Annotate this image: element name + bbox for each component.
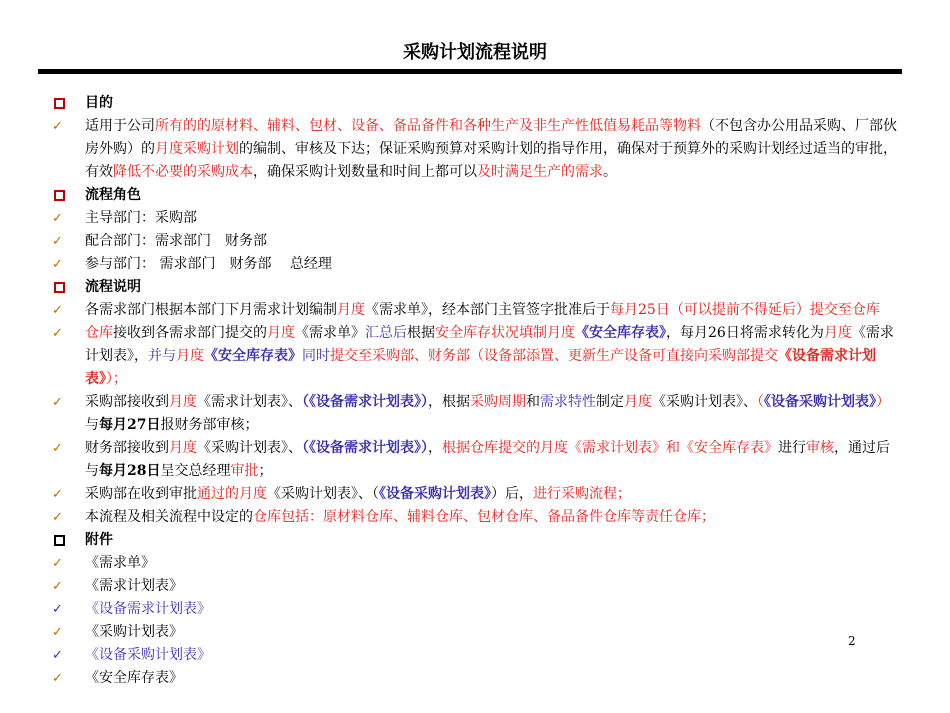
flow-item: ✓ 本流程及相关流程中设定的仓库包括：原材料仓库、辅料仓库、包材仓库、备品备件仓库等责任仓库； [52, 506, 902, 529]
page-number: 2 [848, 634, 856, 648]
flow-item: ✓ 财务部接收到月度《采购计划表》、（《设备需求计划表》），根据仓库提交的月度《需求计划表》和《安全库存表》进行审核，通过后与每月28日呈交总经理审批； [52, 437, 902, 483]
attachment-item: ✓ 《设备需求计划表》 [52, 598, 902, 621]
checkmark-icon: ✓ [52, 671, 63, 686]
role-item: ✓ 配合部门：需求部门 财务部 [52, 230, 902, 253]
square-bullet-icon [52, 276, 72, 301]
role-item: ✓ 主导部门：采购部 [52, 207, 902, 230]
checkmark-icon: ✓ [52, 625, 63, 640]
section-heading-flow: 流程说明 [52, 276, 902, 299]
flow-item: ✓ 采购部在收到审批通过的月度《采购计划表》、（《设备采购计划表》）后，进行采购流程； [52, 483, 902, 506]
section-heading-purpose: 目的 [52, 92, 902, 115]
checkmark-icon: ✓ [52, 510, 63, 525]
attachment-item: ✓ 《安全库存表》 [52, 667, 902, 690]
page-title: 采购计划流程说明 [403, 42, 547, 63]
checkmark-icon: ✓ [52, 119, 63, 134]
square-bullet-icon [52, 529, 72, 554]
flow-item: ✓ 各需求部门根据本部门下月需求计划编制月度《需求单》，经本部门主管签字批准后于每月25日（可以提前不得延后）提交至仓库 [52, 299, 902, 322]
flow-item: ✓ 采购部接收到月度《需求计划表》、（《设备需求计划表》），根据采购周期和需求特性制定月度《采购计划表》、（《设备采购计划表》）与每月27日报财务部审核； [52, 391, 902, 437]
square-bullet-icon [52, 184, 72, 209]
title-divider [38, 69, 902, 74]
flow-item: ✓ 仓库接收到各需求部门提交的月度《需求单》汇总后根据安全库存状况填制月度《安全库存表》，每月26日将需求转化为月度《需求计划表》，并与月度《安全库存表》同时提交至采购部、财务部（设备部添置、更新生产设备可直接向采购部提交《设备需求计划表》）； [52, 322, 902, 391]
checkmark-icon: ✓ [52, 441, 63, 456]
checkmark-icon: ✓ [52, 234, 63, 249]
purpose-paragraph: ✓ 适用于公司所有的的原材料、辅料、包材、设备、备品备件和各种生产及非生产性低值易耗品等物料（不包含办公用品采购、厂部伙房外购）的月度采购计划的编制、审核及下达；保证采购预算对采购计划的指导作用，确保对于预算外的采购计划经过适当的审批，有效降低不必要的采购成本，确保采购计划数量和时间上都可以及时满足生产的需求。 [52, 115, 902, 184]
attachment-item: ✓ 《采购计划表》 [52, 621, 902, 644]
checkmark-icon: ✓ [52, 303, 63, 318]
checkmark-icon: ✓ [52, 579, 63, 594]
document-body [52, 92, 902, 690]
section-heading-roles: 流程角色 [52, 184, 902, 207]
checkmark-icon: ✓ [52, 602, 63, 617]
checkmark-icon: ✓ [52, 648, 63, 663]
checkmark-icon: ✓ [52, 257, 63, 272]
attachment-item: ✓ 《需求单》 [52, 552, 902, 575]
role-item: ✓ 参与部门： 需求部门 财务部 总经理 [52, 253, 902, 276]
square-bullet-icon [52, 92, 72, 117]
checkmark-icon: ✓ [52, 326, 63, 341]
attachment-item: ✓ 《设备采购计划表》 [52, 644, 902, 667]
checkmark-icon: ✓ [52, 556, 63, 571]
attachment-item: ✓ 《需求计划表》 [52, 575, 902, 598]
section-heading-attachments: 附件 [52, 529, 902, 552]
checkmark-icon: ✓ [52, 395, 63, 410]
checkmark-icon: ✓ [52, 487, 63, 502]
checkmark-icon: ✓ [52, 211, 63, 226]
